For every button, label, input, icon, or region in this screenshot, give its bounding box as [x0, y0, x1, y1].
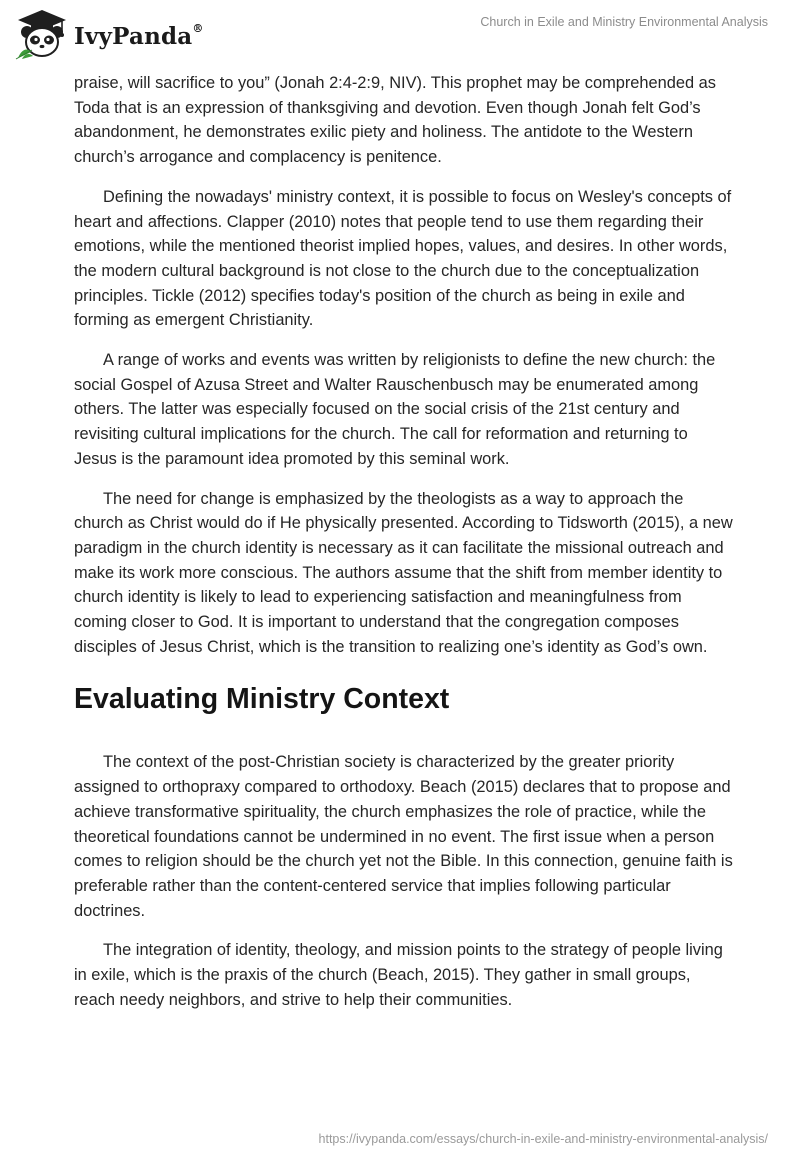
ivypanda-logo[interactable]	[14, 8, 204, 60]
source-url[interactable]: https://ivypanda.com/essays/church-in-exile-and-ministry-environmental-analysis/	[318, 1132, 768, 1146]
registered-mark: ®	[192, 21, 204, 35]
essay-body	[74, 71, 734, 1028]
paragraph-5: The context of the post-Christian society is characterized by the greater priority assigned to orthopraxy compared to orthodoxy. Beach (2015) declares that to propose and achieve transformative spirituality, the church emphasizes the role of practice, while the theoretical foundations cannot be undermined in no event. The first issue when a person comes to religion should be the church yet not the Bible. In this connection, genuine faith is preferable rather than the content-centered service that implies following particular doctrines.	[74, 753, 733, 920]
section-heading: Evaluating Ministry Context	[74, 683, 450, 716]
paragraph-6: The integration of identity, theology, and mission points to the strategy of people living in exile, which is the praxis of the church (Beach, 2015). They gather in small groups, reach needy neighbors, and strive to help their communities.	[74, 941, 723, 1009]
paragraph-1: praise, will sacrifice to you” (Jonah 2:4-2:9, NIV). This prophet may be comprehended as Toda that is an expression of thanksgiving and devotion. Even though Jonah felt God’s abandonment, he demonstrates exilic piety and holiness. The antidote to the Western church’s arrogance and complacency is penitence.	[74, 74, 716, 167]
panda-graduate-icon	[14, 8, 70, 60]
paragraph-3: A range of works and events was written by religionists to define the new church: the social Gospel of Azusa Street and Walter Rauschenbusch may be enumerated among others. The latter was especially focused on the social crisis of the 21st century and revisiting cultural implications for the church. The call for reformation and returning to Jesus is the paramount idea promoted by this seminal work.	[74, 351, 716, 468]
paragraph-4: The need for change is emphasized by the theologists as a way to approach the church as Christ would do if He physically presented. According to Tidsworth (2015), a new paradigm in the church identity is necessary as it can facilitate the missional outreach and make its work more conscious. The authors assume that the shift from member identity to church identity is likely to lead to experiencing satisfaction and meaningfulness from coming closer to God. It is important to understand that the congregation composes disciples of Jesus Christ, which is the transition to realizing one’s identity as God’s own.	[74, 489, 733, 656]
page-header	[0, 0, 800, 70]
brand-name	[74, 23, 204, 50]
paragraph-2: Defining the nowadays' ministry context, it is possible to focus on Wesley's concepts of heart and affections. Clapper (2010) notes that people tend to use them regarding their emotions, while the mentioned theorist implied hopes, values, and desires. In other words, the modern cultural background is not close to the church due to the conceptualization principles. Tickle (2012) specifies today's position of the church as being in exile and forming as emergent Christianity.	[74, 187, 732, 330]
document-title: Church in Exile and Ministry Environmental Analysis	[480, 15, 768, 29]
brand-text: IvyPanda	[74, 22, 193, 50]
